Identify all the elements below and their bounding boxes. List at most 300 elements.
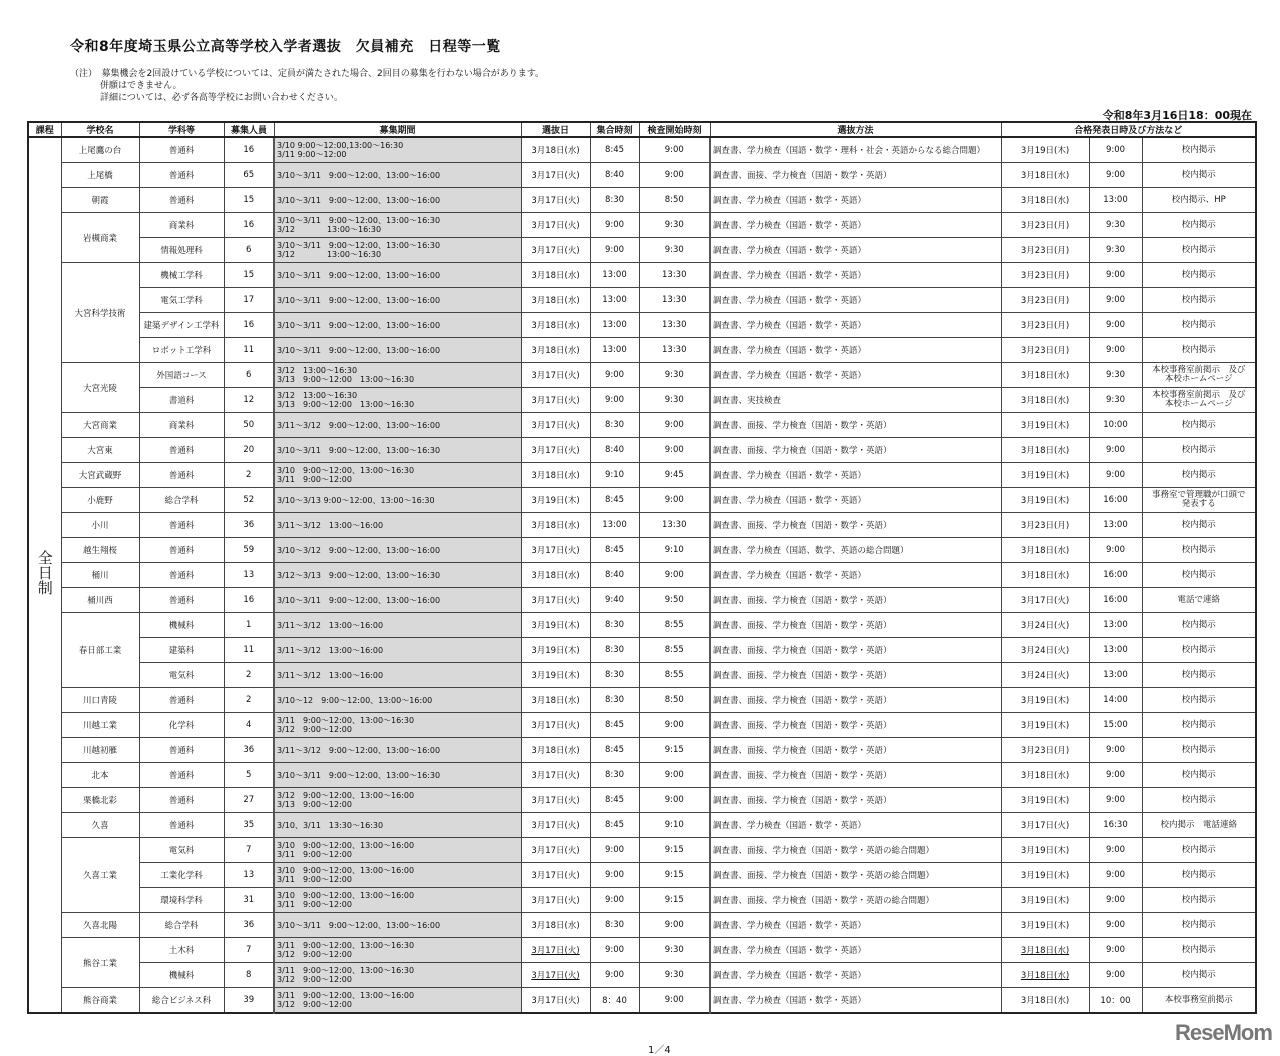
exam-date: 3月17日(火) (521, 938, 590, 963)
result-method (1142, 263, 1256, 288)
result-date: 3月18日(水) (1001, 563, 1089, 588)
result-time: 9:00 (1089, 288, 1142, 313)
gather-time: 8:30 (590, 413, 639, 438)
result-method (1142, 713, 1256, 738)
capacity: 20 (224, 438, 274, 463)
result-method (1142, 513, 1256, 538)
selection-method: 調査書、面接、学力検査（国語・数学・英語） (710, 788, 1001, 813)
result-method (1142, 988, 1256, 1014)
result-method (1142, 738, 1256, 763)
result-time: 13:00 (1089, 188, 1142, 213)
result-time: 9:00 (1089, 888, 1142, 913)
exam-date: 3月17日(火) (521, 763, 590, 788)
gather-time: 9:00 (590, 938, 639, 963)
period-line: 3/10～3/11 9:00～12:00、13:00～16:00 (277, 920, 441, 930)
department: 普通科 (139, 538, 224, 563)
application-period (274, 238, 521, 263)
result-time: 9:00 (1089, 163, 1142, 188)
application-period (274, 588, 521, 613)
table-row (28, 788, 1256, 813)
gather-time: 9:40 (590, 588, 639, 613)
start-time: 9:00 (639, 763, 710, 788)
result-method (1142, 137, 1256, 163)
selection-method: 調査書、面接、学力検査（国語・数学・英語） (710, 713, 1001, 738)
result-method-line: 校内掲示 (1181, 744, 1216, 755)
header-capacity: 募集人員 (224, 122, 274, 137)
result-date: 3月18日(水) (1001, 963, 1089, 988)
table-row (28, 913, 1256, 938)
application-period (274, 313, 521, 338)
gather-time: 8:30 (590, 688, 639, 713)
period-line: 3/10～3/13 9:00～12:00、13:00～16:30 (277, 495, 435, 505)
capacity: 65 (224, 163, 274, 188)
result-date: 3月17日(火) (1001, 813, 1089, 838)
selection-method: 調査書、面接、学力検査（国語・数学・英語の総合問題） (710, 888, 1001, 913)
gather-time: 8:30 (590, 913, 639, 938)
start-time: 9:15 (639, 738, 710, 763)
application-period (274, 388, 521, 413)
result-method (1142, 338, 1256, 363)
school-name: 大宮科学技術 (61, 263, 139, 363)
result-method (1142, 863, 1256, 888)
start-time: 13:30 (639, 288, 710, 313)
result-method-line: 校内掲示 (1181, 319, 1216, 330)
period-line: 3/11 9:00～12:00、13:00～16:30 (277, 941, 415, 950)
exam-date: 3月18日(水) (521, 563, 590, 588)
capacity: 11 (224, 338, 274, 363)
period-line: 3/11～3/12 13:00～16:00 (277, 520, 384, 530)
school-name: 北本 (61, 763, 139, 788)
capacity: 2 (224, 663, 274, 688)
start-time: 9:00 (639, 713, 710, 738)
application-period (274, 188, 521, 213)
selection-method: 調査書、面接、学力検査（国語・数学・英語） (710, 413, 1001, 438)
result-date: 3月23日(月) (1001, 288, 1089, 313)
start-time: 9:00 (639, 563, 710, 588)
capacity: 39 (224, 988, 274, 1014)
period-line: 3/10、3/11 13:30～16:30 (277, 820, 384, 830)
school-name: 大宮武蔵野 (61, 463, 139, 488)
period-line: 3/12 13:00～16:30 (277, 391, 358, 400)
school-name: 桶川西 (61, 588, 139, 613)
department: 書道科 (139, 388, 224, 413)
result-time: 9:00 (1089, 538, 1142, 563)
selection-method: 調査書、面接、学力検査（国語・数学・英語） (710, 588, 1001, 613)
start-time: 9:00 (639, 137, 710, 163)
department: 機械科 (139, 963, 224, 988)
capacity: 13 (224, 563, 274, 588)
result-method (1142, 613, 1256, 638)
result-method-line: 校内掲示 (1181, 769, 1216, 780)
department: 普通科 (139, 563, 224, 588)
capacity: 36 (224, 513, 274, 538)
capacity: 36 (224, 913, 274, 938)
start-time: 9:50 (639, 588, 710, 613)
result-time: 9:00 (1089, 763, 1142, 788)
gather-time: 8:45 (590, 488, 639, 513)
table-row (28, 688, 1256, 713)
table-row (28, 713, 1256, 738)
course-cell (28, 137, 61, 1013)
header-results: 合格発表日時及び方法など (1001, 122, 1256, 137)
school-name: 久喜工業 (61, 838, 139, 913)
period-line: 3/10～3/11 9:00～12:00、13:00～16:30 (277, 445, 441, 455)
application-period (274, 863, 521, 888)
capacity: 4 (224, 713, 274, 738)
result-method (1142, 413, 1256, 438)
exam-date: 3月19日(木) (521, 488, 590, 513)
department: 土木科 (139, 938, 224, 963)
application-period (274, 463, 521, 488)
gather-time: 8:45 (590, 538, 639, 563)
application-period (274, 913, 521, 938)
selection-method: 調査書、学力検査（国語、数学、英語の総合問題） (710, 538, 1001, 563)
selection-method: 調査書、面接、学力検査（国語・数学・英語） (710, 663, 1001, 688)
application-period (274, 288, 521, 313)
department: 建築科 (139, 638, 224, 663)
period-line: 3/10 9:00～12:00、13:00～16:00 (277, 841, 415, 850)
table-row (28, 538, 1256, 563)
result-date: 3月23日(月) (1001, 263, 1089, 288)
period-line: 3/10～3/11 9:00～12:00、13:00～16:00 (277, 345, 441, 355)
period-line: 3/12 13:00～16:30 (277, 250, 382, 259)
selection-method: 調査書、面接、学力検査（国語・数学・英語の総合問題） (710, 863, 1001, 888)
period-line: 3/12 9:00～12:00、13:00～16:00 (277, 791, 415, 800)
result-time: 9:00 (1089, 463, 1142, 488)
exam-date: 3月17日(火) (521, 163, 590, 188)
result-time: 10：00 (1089, 988, 1142, 1014)
header-method: 選抜方法 (710, 122, 1001, 137)
result-time: 16:30 (1089, 813, 1142, 838)
period-line: 3/10～3/11 9:00～12:00、13:00～16:30 (277, 770, 441, 780)
notes (70, 68, 544, 104)
capacity: 27 (224, 788, 274, 813)
result-method (1142, 438, 1256, 463)
note-line: 併願はできません。 (100, 81, 182, 91)
school-name: 小川 (61, 513, 139, 538)
result-date: 3月18日(水) (1001, 538, 1089, 563)
exam-date: 3月17日(火) (521, 388, 590, 413)
selection-method: 調査書、学力検査（国語・数学・英語） (710, 913, 1001, 938)
result-time: 16:00 (1089, 488, 1142, 513)
as-of-timestamp: 令和8年3月16日18：00現在 (1102, 109, 1252, 122)
page-number: 1／4 (648, 1045, 671, 1056)
department: 情報処理科 (139, 238, 224, 263)
result-method (1142, 238, 1256, 263)
table-row (28, 738, 1256, 763)
result-date: 3月18日(水) (1001, 938, 1089, 963)
table-row (28, 513, 1256, 538)
department: 普通科 (139, 188, 224, 213)
school-name: 熊谷工業 (61, 938, 139, 988)
start-time: 9:30 (639, 963, 710, 988)
application-period (274, 738, 521, 763)
application-period (274, 988, 521, 1014)
result-method-line: 校内掲示 (1181, 294, 1216, 305)
department: 普通科 (139, 513, 224, 538)
table-row (28, 263, 1256, 288)
result-date: 3月19日(木) (1001, 488, 1089, 513)
period-line: 3/10～3/11 9:00～12:00、13:00～16:00 (277, 195, 441, 205)
capacity: 16 (224, 313, 274, 338)
result-date: 3月19日(木) (1001, 137, 1089, 163)
result-method (1142, 463, 1256, 488)
period-line: 3/11 9:00～12:00 (277, 150, 347, 159)
department: 普通科 (139, 788, 224, 813)
application-period (274, 163, 521, 188)
exam-date: 3月18日(水) (521, 513, 590, 538)
selection-method: 調査書、学力検査（国語・数学・理科・社会・英語からなる総合問題） (710, 137, 1001, 163)
selection-method: 調査書、学力検査（国語・数学・英語） (710, 938, 1001, 963)
exam-date: 3月17日(火) (521, 838, 590, 863)
application-period (274, 638, 521, 663)
period-line: 3/11～3/12 13:00～16:00 (277, 670, 384, 680)
application-period (274, 213, 521, 238)
school-name: 小鹿野 (61, 488, 139, 513)
school-name: 春日部工業 (61, 613, 139, 688)
result-method-line: 校内掲示 (1181, 794, 1216, 805)
result-method (1142, 788, 1256, 813)
start-time: 8:50 (639, 188, 710, 213)
gather-time: 8:45 (590, 738, 639, 763)
application-period (274, 763, 521, 788)
exam-date: 3月18日(水) (521, 137, 590, 163)
resemom-logo (1175, 1020, 1272, 1046)
department: 機械科 (139, 613, 224, 638)
table-row (28, 963, 1256, 988)
capacity: 16 (224, 137, 274, 163)
gather-time: 13:00 (590, 288, 639, 313)
period-line: 3/11 9:00～12:00、13:00～16:00 (277, 991, 415, 1000)
gather-time: 9:00 (590, 363, 639, 388)
exam-date: 3月17日(火) (521, 538, 590, 563)
gather-time: 9:00 (590, 963, 639, 988)
result-method (1142, 813, 1256, 838)
header-school: 学校名 (61, 122, 139, 137)
result-method-line: 校内掲示 (1181, 844, 1216, 855)
period-line: 3/11 9:00～12:00、13:00～16:30 (277, 966, 415, 975)
result-date: 3月17日(火) (1001, 588, 1089, 613)
exam-date: 3月19日(木) (521, 613, 590, 638)
period-line: 3/10～3/11 9:00～12:00、13:00～16:00 (277, 320, 441, 330)
selection-method: 調査書、学力検査（国語・数学・英語） (710, 338, 1001, 363)
department: 建築デザイン工学科 (139, 313, 224, 338)
start-time: 9:00 (639, 438, 710, 463)
result-method-line: 校内掲示 (1181, 719, 1216, 730)
application-period (274, 613, 521, 638)
department: 総合学科 (139, 913, 224, 938)
period-line: 3/11 9:00～12:00 (277, 900, 352, 909)
period-line: 3/10～3/11 9:00～12:00、13:00～16:00 (277, 270, 441, 280)
result-method-line: 校内掲示 (1181, 519, 1216, 530)
table-row (28, 163, 1256, 188)
exam-date: 3月18日(水) (521, 688, 590, 713)
gather-time: 8:30 (590, 613, 639, 638)
selection-method: 調査書、学力検査（国語・数学・英語） (710, 238, 1001, 263)
department: 総合ビジネス科 (139, 988, 224, 1014)
capacity: 15 (224, 188, 274, 213)
schedule-table (27, 121, 1257, 1014)
selection-method: 調査書、面接、学力検査（国語・数学・英語） (710, 513, 1001, 538)
department: 機械工学科 (139, 263, 224, 288)
result-date: 3月19日(木) (1001, 913, 1089, 938)
gather-time: 9:00 (590, 888, 639, 913)
result-time: 9:30 (1089, 388, 1142, 413)
result-method-line: 校内掲示 (1181, 219, 1216, 230)
period-line: 3/13 9:00～12:00 (277, 800, 352, 809)
gather-time: 8:45 (590, 788, 639, 813)
result-date: 3月19日(木) (1001, 788, 1089, 813)
result-time: 9:00 (1089, 913, 1142, 938)
start-time: 9:00 (639, 913, 710, 938)
capacity: 1 (224, 613, 274, 638)
result-time: 9:00 (1089, 938, 1142, 963)
start-time: 9:15 (639, 838, 710, 863)
capacity: 13 (224, 863, 274, 888)
department: 電気科 (139, 663, 224, 688)
result-date: 3月23日(月) (1001, 238, 1089, 263)
result-method (1142, 963, 1256, 988)
table-row (28, 413, 1256, 438)
exam-date: 3月18日(水) (521, 313, 590, 338)
school-name: 久喜北陽 (61, 913, 139, 938)
table-row (28, 137, 1256, 163)
result-time: 13:00 (1089, 613, 1142, 638)
result-date: 3月19日(木) (1001, 713, 1089, 738)
result-method-line: 校内掲示 (1181, 344, 1216, 355)
exam-date: 3月17日(火) (521, 863, 590, 888)
result-method (1142, 688, 1256, 713)
result-time: 9:00 (1089, 137, 1142, 163)
note-line: （注） 募集機会を2回設けている学校については、定員が満たされた場合、2回目の募集を行わない場合があります。 (70, 69, 545, 79)
result-time: 16:00 (1089, 563, 1142, 588)
selection-method: 調査書、面接、学力検査（国語・数学・英語） (710, 438, 1001, 463)
result-method-line: 校内掲示、HP (1171, 194, 1226, 205)
start-time: 9:15 (639, 888, 710, 913)
period-line: 3/10～3/11 9:00～12:00、13:00～16:00 (277, 170, 441, 180)
result-method-line: 校内掲示 (1181, 144, 1216, 155)
result-method-line: 校内掲示 (1181, 969, 1216, 980)
table-body (28, 137, 1256, 1013)
course-label: 全日制 (35, 549, 54, 595)
application-period (274, 888, 521, 913)
table-row (28, 438, 1256, 463)
period-line: 3/13 9:00～12:00 13:00～16:30 (277, 400, 415, 409)
exam-date: 3月19日(木) (521, 663, 590, 688)
exam-date: 3月17日(火) (521, 238, 590, 263)
result-method-line: 校内掲示 (1181, 944, 1216, 955)
gather-time: 9:00 (590, 388, 639, 413)
period-line: 3/11～3/12 9:00～12:00、13:00～16:00 (277, 745, 441, 755)
result-method (1142, 388, 1256, 413)
result-method-line: 事務室で管理職が口頭で (1152, 490, 1246, 500)
capacity: 12 (224, 388, 274, 413)
capacity: 5 (224, 763, 274, 788)
gather-time: 9:00 (590, 838, 639, 863)
start-time: 9:30 (639, 388, 710, 413)
capacity: 36 (224, 738, 274, 763)
start-time: 9:30 (639, 938, 710, 963)
capacity: 59 (224, 538, 274, 563)
department: 普通科 (139, 813, 224, 838)
gather-time: 8:30 (590, 188, 639, 213)
period-line: 3/10～3/11 9:00～12:00、13:00～16:00 (277, 595, 441, 605)
result-method-line: 発表する (1181, 499, 1216, 509)
result-method-line: 本校事務室前掲示 及び (1152, 390, 1246, 400)
result-time: 9:00 (1089, 313, 1142, 338)
gather-time: 8:40 (590, 163, 639, 188)
selection-method: 調査書、学力検査（国語・数学・英語） (710, 313, 1001, 338)
capacity: 52 (224, 488, 274, 513)
result-method (1142, 663, 1256, 688)
result-method-line: 校内掲示 (1181, 694, 1216, 705)
result-method (1142, 763, 1256, 788)
application-period (274, 363, 521, 388)
capacity: 11 (224, 638, 274, 663)
application-period (274, 788, 521, 813)
gather-time: 8:30 (590, 763, 639, 788)
result-method-line: 電話で連絡 (1177, 594, 1221, 605)
application-period (274, 688, 521, 713)
selection-method: 調査書、面接、学力検査（国語・数学・英語） (710, 763, 1001, 788)
gather-time: 8:45 (590, 137, 639, 163)
gather-time: 8:40 (590, 438, 639, 463)
start-time: 13:30 (639, 263, 710, 288)
result-method (1142, 288, 1256, 313)
result-method-line: 本校事務室前掲示 及び (1152, 365, 1246, 375)
result-method (1142, 163, 1256, 188)
department: 普通科 (139, 763, 224, 788)
capacity: 17 (224, 288, 274, 313)
period-line: 3/10～12 9:00～12:00、13:00～16:00 (277, 695, 433, 705)
school-name: 越生翔桜 (61, 538, 139, 563)
period-line: 3/10 9:00～12:00、13:00～16:30 (277, 466, 415, 475)
period-line: 3/11～3/12 9:00～12:00、13:00～16:00 (277, 420, 441, 430)
table-row (28, 338, 1256, 363)
period-line: 3/12 9:00～12:00 (277, 950, 352, 959)
exam-date: 3月18日(水) (521, 338, 590, 363)
period-line: 3/12 9:00～12:00 (277, 725, 352, 734)
selection-method: 調査書、面接、学力検査（国語・数学・英語） (710, 163, 1001, 188)
table-row (28, 638, 1256, 663)
gather-time: 8:30 (590, 663, 639, 688)
selection-method: 調査書、学力検査（国語・数学・英語） (710, 288, 1001, 313)
period-line: 3/11 9:00～12:00、13:00～16:30 (277, 716, 415, 725)
school-name: 川口青陵 (61, 688, 139, 713)
school-name: 川越初雁 (61, 738, 139, 763)
exam-date: 3月18日(水) (521, 263, 590, 288)
header-start-time: 検査開始時刻 (639, 122, 710, 137)
result-time: 9:00 (1089, 863, 1142, 888)
result-method-line: 校内掲示 (1181, 544, 1216, 555)
table-row (28, 288, 1256, 313)
result-date: 3月23日(月) (1001, 738, 1089, 763)
result-date: 3月19日(木) (1001, 888, 1089, 913)
result-time: 9:30 (1089, 238, 1142, 263)
period-line: 3/12 9:00～12:00 (277, 1000, 352, 1009)
capacity: 6 (224, 238, 274, 263)
department: 普通科 (139, 588, 224, 613)
capacity: 8 (224, 963, 274, 988)
result-method-line: 校内掲示 (1181, 244, 1216, 255)
school-name: 大宮商業 (61, 413, 139, 438)
department: 総合学科 (139, 488, 224, 513)
result-method (1142, 188, 1256, 213)
result-time: 9:00 (1089, 338, 1142, 363)
department: 商業科 (139, 213, 224, 238)
result-time: 15:00 (1089, 713, 1142, 738)
period-line: 3/10 9:00～12:00、13:00～16:00 (277, 891, 415, 900)
